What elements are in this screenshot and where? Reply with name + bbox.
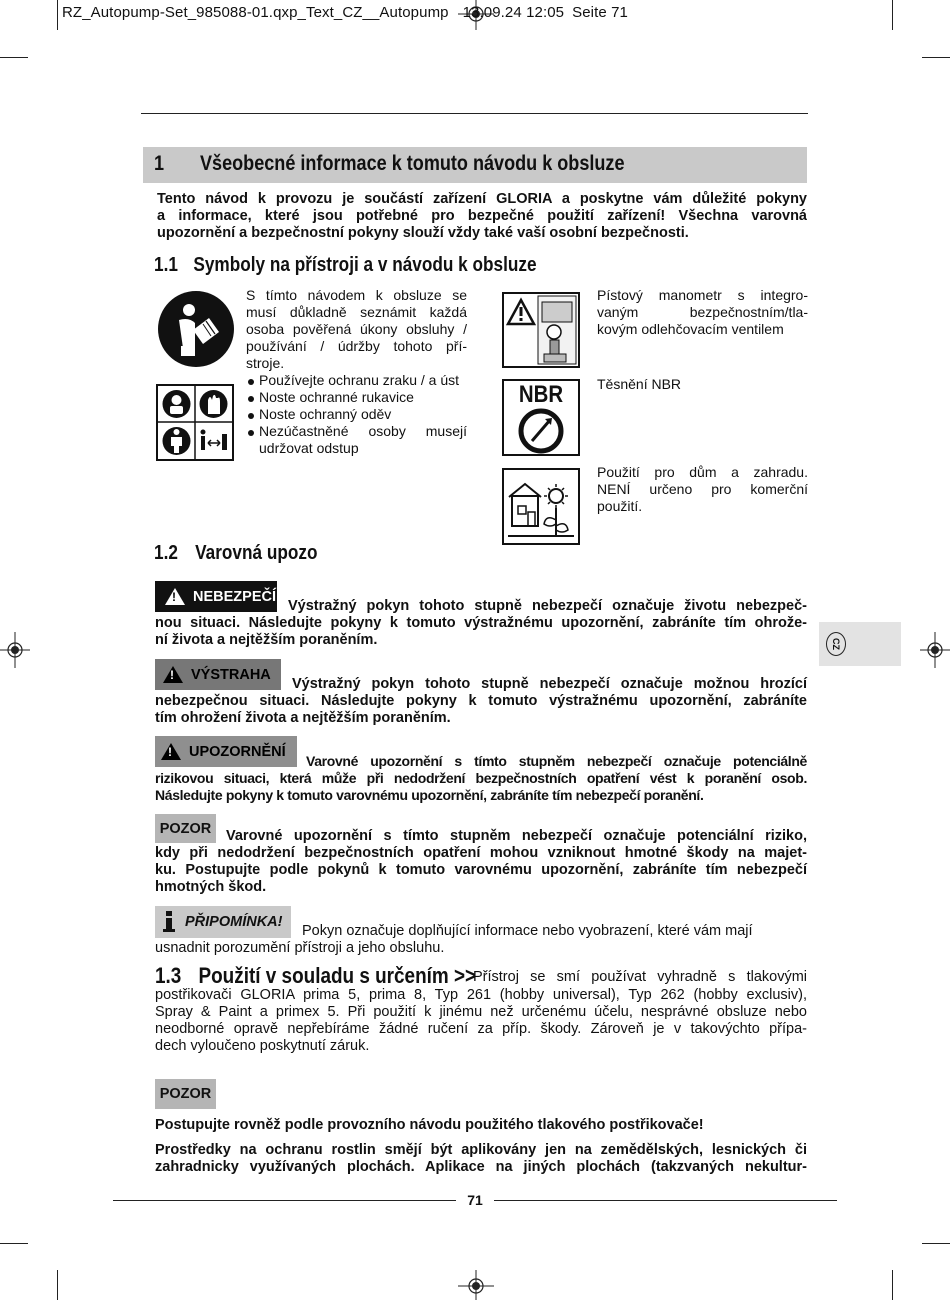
ppe-icons-grid: [156, 384, 234, 461]
section-1-1-heading: 1.1 Symboly na přístroji a v návodu k obsluze: [154, 254, 537, 276]
notice-badge-1-3: POZOR: [155, 1079, 216, 1109]
ppe-bullet-item: Nezúčastněné osoby musejí: [247, 423, 467, 440]
note-text: Pokyn označuje doplňující informace nebo vyobrazení, které vám mají usnadnit porozumění přístroji a jeho obsluhu.: [155, 923, 753, 956]
ppe-bullet-list: [247, 372, 467, 457]
ppe-bullet-continuation: udržovat odstup: [259, 440, 359, 456]
registration-mark-right-icon: [920, 632, 950, 668]
print-slug: RZ_Autopump-Set_985088-01.qxp_Text_CZ__Autopump 13.09.24 12:05 Seite 71: [62, 4, 628, 21]
manometer-description: Pístový manometr s integro- vaným bezpečnostním/tla- kovým odlehčovacím ventilem: [597, 287, 808, 337]
caution-text: Varovné upozornění s tímto stupněm nebezpečí označuje potenciálně rizikovou situaci, která může při nedodržení bezpečnostních opatření vést k poranění osob. Následujte pokyny k tomuto varovnému upozornění, zabráníte tím nebezpečí poranění.: [155, 753, 807, 803]
footer-rule-left: [113, 1200, 456, 1201]
ppe-bullet-item: Noste ochranné rukavice: [247, 389, 467, 406]
danger-badge: ! NEBEZPEČÍ: [155, 581, 277, 612]
notice-badge: POZOR: [155, 814, 216, 843]
read-manual-icon: [157, 290, 235, 368]
notice-line-1-3: Postupujte rovněž podle provozního návodu použitého tlakového postřikovače!: [155, 1117, 704, 1133]
registration-mark-bottom-icon: [458, 1270, 494, 1300]
nbr-icon-label: NBR: [518, 381, 564, 408]
notice-text: Varovné upozornění s tímto stupněm nebezpečí označuje potenciální riziko, kdy při nedodržení bezpečnostních opatření mohou vzniknout hmotné škody na majet- ku. Postupujte podle pokynů k tomuto varovnému upozornění, zabráníte tím nebezpečí hmotných škod.: [155, 828, 807, 895]
note-badge: PŘIPOMÍNKA!: [155, 906, 291, 938]
section-1-3-body: postřikovači GLORIA prima 5, prima 8, Typ 261 (hobby universal), Typ 262 (hobby exclusiv), Spray & Paint a primex 5. Při použití k jinému než určenému účelu, nesprávné obsluze nebo neodborné opravě nepřebíráme žádné ručení za příp. škody. Zároveň je v takovýchto přípa- dech vyloučeno poskytnutí záruk.: [155, 987, 807, 1054]
warning-badge: ! VÝSTRAHA: [155, 659, 281, 690]
warning-text: Výstražný pokyn tohoto stupně nebezpečí označuje možnou hrozící nebezpečnou situaci. Následujte pokyny k tomuto výstražnému upozornění, zabráníte tím ohrožení života a nejtěžším poraněním.: [155, 676, 807, 726]
garden-description: Použití pro dům a zahradu. NENÍ určeno pro komerční použití.: [597, 464, 808, 514]
ppe-bullet-item: Noste ochranný oděv: [247, 406, 467, 423]
ppe-bullet-item: Používejte ochranu zraku / a úst: [247, 372, 467, 389]
section-1-title: Všeobecné informace k tomuto návodu k obsluze: [200, 152, 625, 175]
registration-mark-left-icon: [0, 632, 30, 668]
home-garden-icon: [502, 468, 580, 545]
closing-paragraph: Prostředky na ochranu rostlin smějí být aplikovány jen na zemědělských, lesnických či zahradnicky využívaných plochách. Aplikace na jiných plochách (takzvaných nekultur-: [155, 1142, 807, 1175]
caution-badge: ! UPOZORNĚNÍ: [155, 736, 297, 767]
danger-text: Výstražný pokyn tohoto stupně nebezpečí označuje životu nebezpeč- nou situaci. Následujte pokyny k tomuto výstražnému upozornění, zabráníte tím ohrože- ní života a nejtěžším poraněním.: [155, 598, 807, 648]
section-1-3-first-line: Přístroj se smí používat vyhradně s tlakovými: [473, 969, 807, 985]
nbr-description: Těsnění NBR: [597, 376, 682, 392]
section-1-2-heading: 1.2 Varovná upozo: [154, 542, 318, 564]
top-rule: [141, 113, 808, 114]
section-1-3: [155, 963, 807, 1055]
language-tab-label: CZ: [826, 632, 846, 656]
section-1-3-heading: 1.3 Použití v souladu s určením >>: [155, 963, 477, 988]
manometer-warning-icon: [502, 292, 580, 368]
page-number: 71: [467, 1192, 483, 1208]
footer-rule-right: [494, 1200, 837, 1201]
section-1-number: 1: [154, 152, 165, 175]
manual-description: S tímto návodem k obsluze se musí důkladně seznámit každá osoba pověřená úkony obsluhy / používání / údržby tohoto pří- stroje.: [246, 287, 467, 371]
section-1-intro: Tento návod k provozu je součástí zařízení GLORIA a poskytne vám důležité pokyny a informace, které jsou potřebné pro bezpečné použití zařízení! Všechna varovná upozornění a bezpečnostní pokyny slouží vždy také vaší osobní bezpečnosti.: [157, 191, 807, 241]
nbr-seal-icon: [502, 379, 580, 456]
